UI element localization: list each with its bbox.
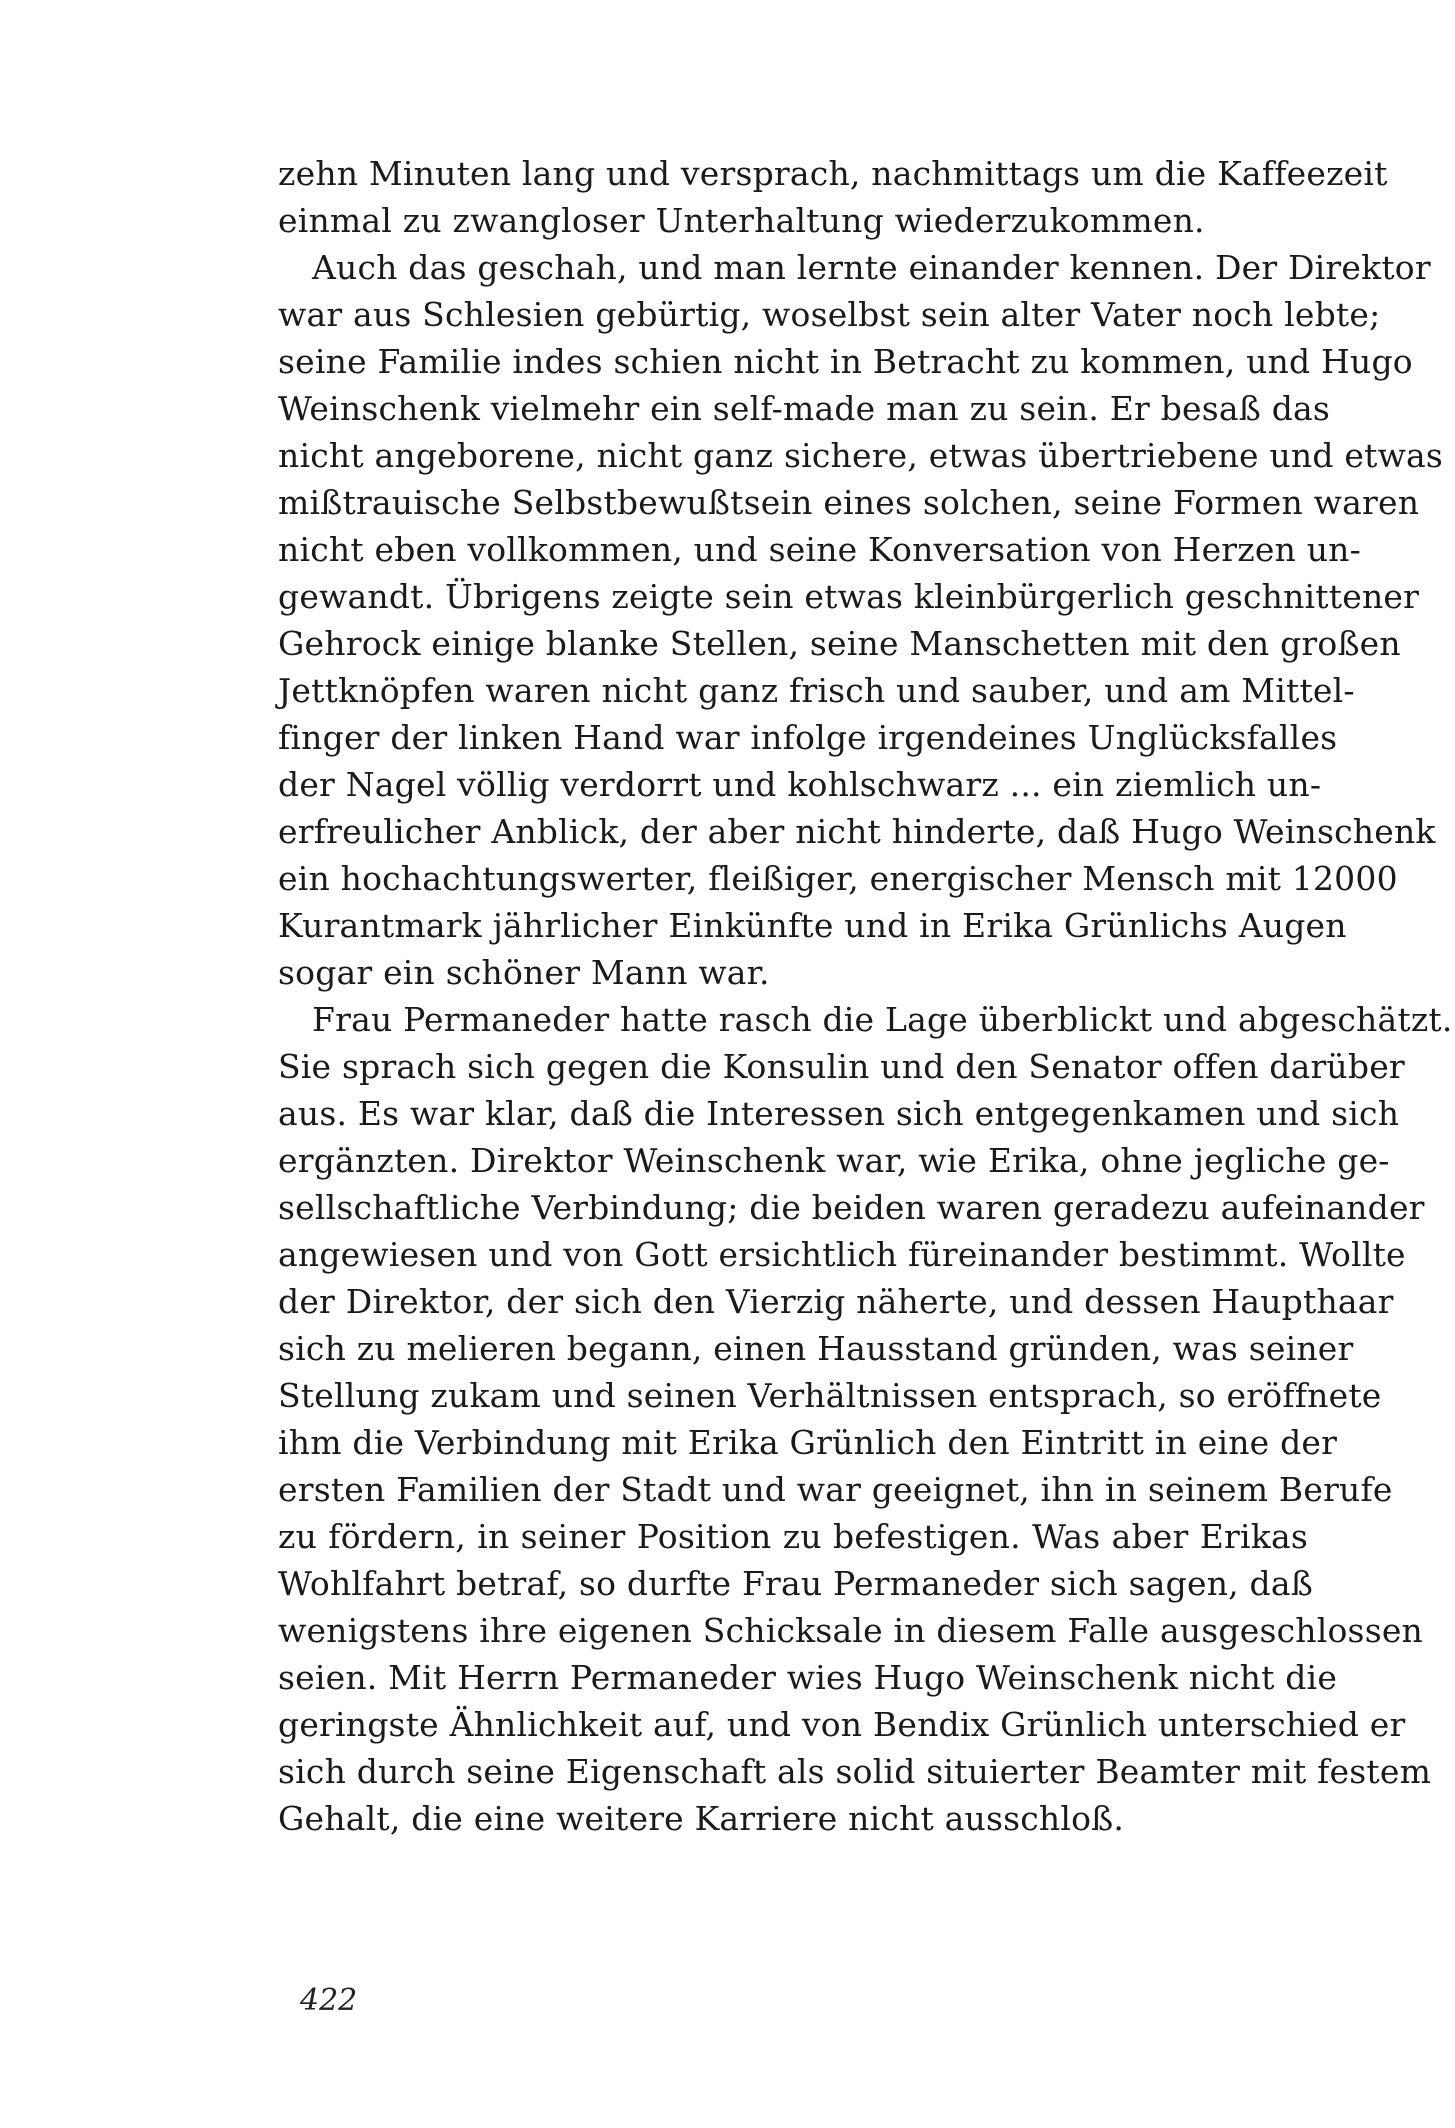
text-line: gewandt. Übrigens zeigte sein etwas kleinbürgerlich geschnittener <box>278 577 1420 616</box>
text-line: war aus Schlesien gebürtig, woselbst sein alter Vater noch lebte; <box>278 295 1381 334</box>
text-line: sich durch seine Eigenschaft als solid situierter Beamter mit festem <box>278 1752 1432 1791</box>
text-line: ersten Familien der Stadt und war geeignet, ihn in seinem Berufe <box>278 1470 1393 1509</box>
text-line: Wohlfahrt betraf, so durfte Frau Permaneder sich sagen, daß <box>278 1564 1313 1603</box>
text-line: Kurantmark jährlicher Einkünfte und in Erika Grünlichs Augen <box>278 906 1347 945</box>
text-line: zu fördern, in seiner Position zu befestigen. Was aber Erikas <box>278 1517 1308 1556</box>
text-line: finger der linken Hand war infolge irgendeines Unglücksfalles <box>278 718 1338 757</box>
text-line: Frau Permaneder hatte rasch die Lage überblickt und abgeschätzt. <box>312 1000 1453 1039</box>
text-line: geringste Ähnlichkeit auf, und von Bendix Grünlich unterschied er <box>278 1705 1406 1744</box>
text-line: angewiesen und von Gott ersichtlich füreinander bestimmt. Wollte <box>278 1235 1406 1274</box>
text-line: der Direktor, der sich den Vierzig näherte, und dessen Haupthaar <box>278 1282 1394 1321</box>
text-line: einmal zu zwangloser Unterhaltung wiederzukommen. <box>278 201 1205 240</box>
body-text <box>278 150 1453 1842</box>
text-line: sogar ein schöner Mann war. <box>278 953 770 992</box>
text-line: seien. Mit Herrn Permaneder wies Hugo Weinschenk nicht die <box>278 1658 1338 1697</box>
text-line: nicht angeborene, nicht ganz sichere, etwas übertriebene und etwas <box>278 436 1444 475</box>
page-number: 422 <box>300 1983 358 2018</box>
text-line: Stellung zukam und seinen Verhältnissen entsprach, so eröffnete <box>278 1376 1382 1415</box>
text-line: Jettknöpfen waren nicht ganz frisch und sauber, und am Mittel- <box>278 671 1355 710</box>
text-line: Gehrock einige blanke Stellen, seine Manschetten mit den großen <box>278 624 1401 663</box>
text-line: der Nagel völlig verdorrt und kohlschwarz ... ein ziemlich un- <box>278 765 1322 804</box>
text-line: Auch das geschah, und man lernte einander kennen. Der Direktor <box>312 248 1431 287</box>
text-line: zehn Minuten lang und versprach, nachmittags um die Kaffeezeit <box>278 154 1388 193</box>
text-line: seine Familie indes schien nicht in Betracht zu kommen, und Hugo <box>278 342 1413 381</box>
text-line: Gehalt, die eine weitere Karriere nicht ausschloß. <box>278 1799 1125 1838</box>
text-line: nicht eben vollkommen, und seine Konversation von Herzen un- <box>278 530 1361 569</box>
text-line: Sie sprach sich gegen die Konsulin und den Senator offen darüber <box>278 1047 1405 1086</box>
text-line: sich zu melieren begann, einen Hausstand gründen, was seiner <box>278 1329 1354 1368</box>
text-line: sellschaftliche Verbindung; die beiden waren geradezu aufeinander <box>278 1188 1425 1227</box>
text-line: ihm die Verbindung mit Erika Grünlich den Eintritt in eine der <box>278 1423 1338 1462</box>
text-line: wenigstens ihre eigenen Schicksale in diesem Falle ausgeschlossen <box>278 1611 1424 1650</box>
text-line: ein hochachtungswerter, fleißiger, energischer Mensch mit 12000 <box>278 859 1398 898</box>
text-line: ergänzten. Direktor Weinschenk war, wie Erika, ohne jegliche ge- <box>278 1141 1390 1180</box>
text-line: Weinschenk vielmehr ein self-made man zu sein. Er besaß das <box>278 389 1331 428</box>
text-line: erfreulicher Anblick, der aber nicht hinderte, daß Hugo Weinschenk <box>278 812 1436 851</box>
text-line: aus. Es war klar, daß die Interessen sich entgegenkamen und sich <box>278 1094 1400 1133</box>
text-line: mißtrauische Selbstbewußtsein eines solchen, seine Formen waren <box>278 483 1420 522</box>
